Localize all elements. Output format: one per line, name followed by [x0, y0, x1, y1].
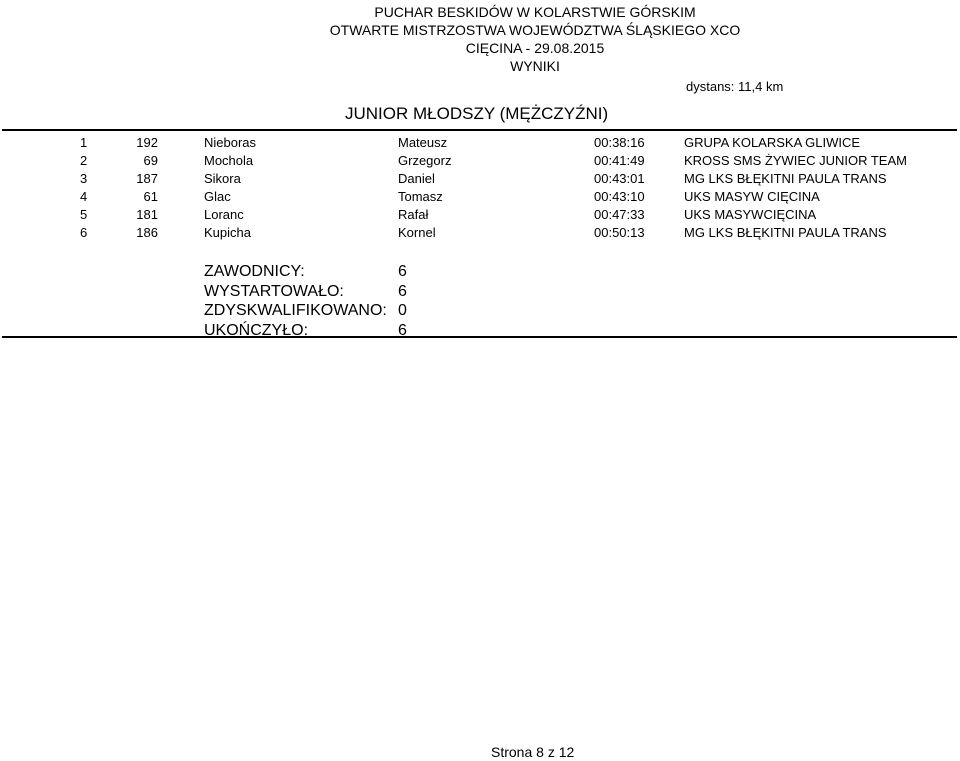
time-cell: 00:38:16: [594, 135, 645, 150]
summary-label: UKOŃCZYŁO:: [204, 321, 309, 339]
team-cell: UKS MASYWCIĘCINA: [684, 207, 817, 222]
team-cell: MG LKS BŁĘKITNI PAULA TRANS: [684, 171, 887, 186]
summary-label: WYSTARTOWAŁO:: [204, 282, 344, 300]
team-cell: UKS MASYW CIĘCINA: [684, 189, 820, 204]
table-row: [0, 188, 960, 206]
table-row: [0, 152, 960, 170]
place-cell: 6: [80, 225, 88, 240]
place-cell: 2: [80, 153, 88, 168]
time-cell: 00:50:13: [594, 225, 645, 240]
bib-cell: 69: [143, 153, 158, 168]
last-name-cell: Loranc: [204, 207, 244, 222]
place-cell: 3: [80, 171, 88, 186]
team-cell: KROSS SMS ŻYWIEC JUNIOR TEAM: [684, 153, 907, 168]
summary-value: 6: [398, 263, 407, 280]
page-number: Strona 8 z 12: [491, 744, 575, 760]
first-name-cell: Mateusz: [398, 135, 448, 150]
results-table: [0, 134, 960, 242]
summary-value: 0: [398, 302, 407, 319]
first-name-cell: Daniel: [398, 171, 435, 186]
first-name-cell: Kornel: [398, 225, 436, 240]
bib-cell: 61: [143, 189, 158, 204]
first-name-cell: Rafał: [398, 207, 429, 222]
place-cell: 4: [80, 189, 88, 204]
table-row: [0, 170, 960, 188]
last-name-cell: Glac: [204, 189, 231, 204]
last-name-cell: Sikora: [204, 171, 241, 186]
place-cell: 5: [80, 207, 88, 222]
time-cell: 00:43:01: [594, 171, 645, 186]
table-row: [0, 134, 960, 152]
last-name-cell: Kupicha: [204, 225, 251, 240]
time-cell: 00:41:49: [594, 153, 645, 168]
bottom-divider: [2, 336, 957, 338]
last-name-cell: Nieboras: [204, 135, 257, 150]
category-title: JUNIOR MŁODSZY (MĘŻCZYŹNI): [345, 104, 609, 123]
summary-label: ZDYSKWALIFIKOWANO:: [204, 302, 387, 319]
bib-cell: 187: [136, 171, 158, 186]
results-heading: WYNIKI: [510, 58, 560, 74]
bib-cell: 192: [136, 135, 158, 150]
event-location-date: CIĘCINA - 29.08.2015: [465, 40, 605, 56]
time-cell: 00:43:10: [594, 189, 645, 204]
time-cell: 00:47:33: [594, 207, 645, 222]
place-cell: 1: [80, 135, 88, 150]
table-row: [0, 206, 960, 224]
summary-value: 6: [398, 321, 407, 339]
top-divider: [2, 129, 957, 131]
team-cell: GRUPA KOLARSKA GLIWICE: [684, 135, 861, 150]
race-distance: dystans: 11,4 km: [686, 79, 784, 94]
last-name-cell: Mochola: [204, 153, 254, 168]
summary-label: ZAWODNICY:: [204, 263, 305, 280]
team-cell: MG LKS BŁĘKITNI PAULA TRANS: [684, 225, 887, 240]
bib-cell: 186: [136, 225, 158, 240]
bib-cell: 181: [136, 207, 158, 222]
first-name-cell: Grzegorz: [398, 153, 452, 168]
table-row: [0, 224, 960, 242]
summary-value: 6: [398, 282, 407, 300]
championship-title: OTWARTE MISTRZOSTWA WOJEWÓDZTWA ŚLĄSKIEGO XCO: [329, 22, 741, 38]
first-name-cell: Tomasz: [398, 189, 443, 204]
event-title: PUCHAR BESKIDÓW W KOLARSTWIE GÓRSKIM: [374, 4, 696, 20]
